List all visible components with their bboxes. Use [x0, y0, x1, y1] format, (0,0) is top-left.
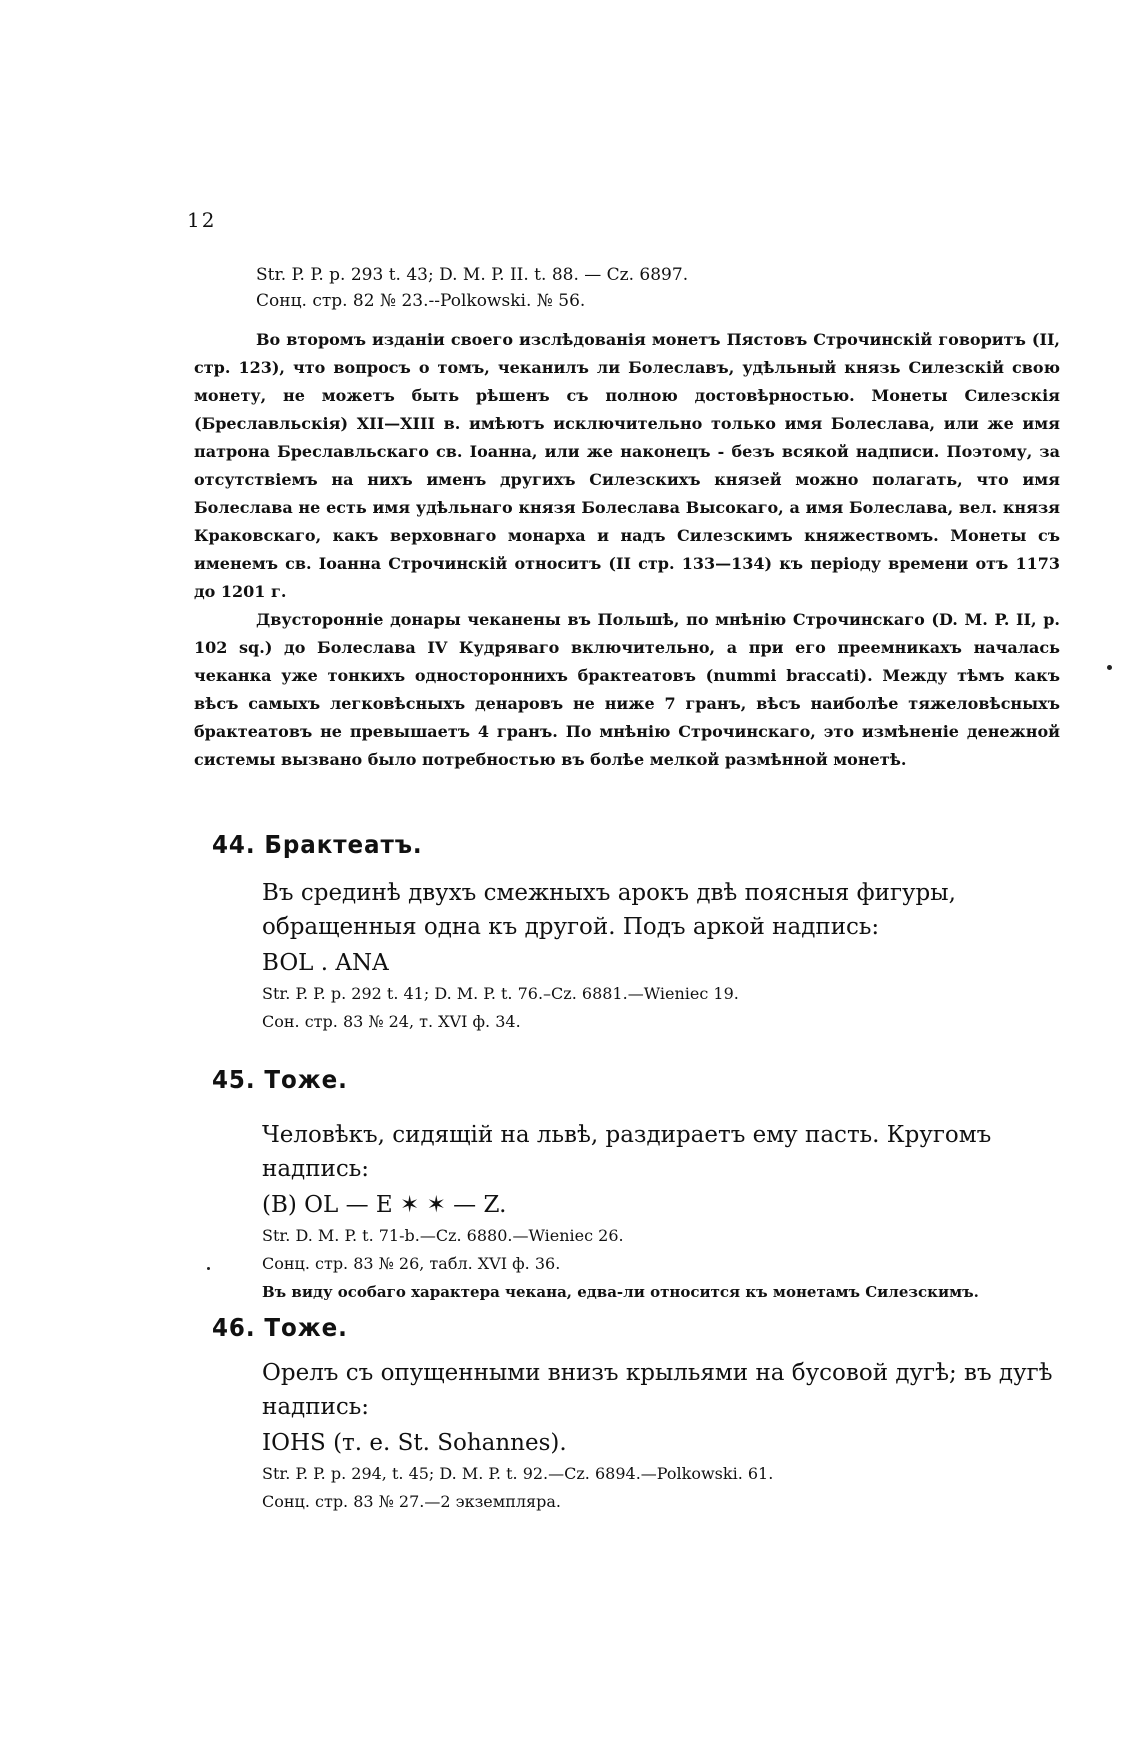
body-paragraph: Во второмъ изданіи своего изслѣдованія монетъ Пястовъ Строчинскій говоритъ (II, стр. 123), что вопросъ о томъ, чеканилъ ли Болеславъ, удѣльный князь Силезскій свою монету, не можетъ быть рѣшенъ съ полною достовѣрностью. Монеты Силезскія (Бреславльскія) XII—XIII в. имѣютъ исключительно только имя Болеслава, или же имя патрона Бреславльскаго св. Іоанна, или же наконецъ - безъ всякой надписи. Поэтому, за отсутствіемъ на нихъ именъ другихъ Силезскихъ князей можно полагать, что имя Болеслава не есть имя удѣльнаго князя Болеслава Высокаго, а имя Болеслава, вел. князя Краковскаго, какъ верховнаго монарха и надъ Силезскимъ княжествомъ. Монеты съ именемъ св. Іоанна Строчинскій относитъ (II стр. 133—134) къ періоду времени отъ 1173 до 1201 г. [194, 330, 1060, 601]
entry-reference: Сон. стр. 83 № 24, т. XVI ф. 34. [262, 1012, 521, 1031]
catalog-entry [262, 1118, 1072, 1306]
entry-description: Въ срединѣ двухъ смежныхъ арокъ двѣ поясныя фигуры, обращенныя одна къ другой. Подъ аркой надпись: [262, 880, 956, 940]
entry-reference: Сонц. стр. 83 № 27.—2 экземпляра. [262, 1492, 561, 1511]
page-number: 12 [187, 208, 217, 232]
entry-description: Орелъ съ опущенными внизъ крыльями на бусовой дугѣ; въ дугѣ надпись: [262, 1360, 1053, 1420]
entry-legend: BOL . ANA [262, 950, 389, 976]
entry-reference: Str. D. M. P. t. 71-b.—Cz. 6880.—Wieniec 26. [262, 1226, 624, 1245]
entry-legend: (B) OL — E ✶ ✶ — Z. [262, 1192, 507, 1218]
entry-reference: Сонц. стр. 83 № 26, табл. XVI ф. 36. [262, 1254, 561, 1273]
body-paragraph: Двусторонніе донары чеканены въ Польшѣ, по мнѣнію Строчинскаго (D. M. P. II, p. 102 sq.) до Болеслава IV Кудряваго включительно, а при его преемникахъ началась чеканка уже тонкихъ одностороннихъ брактеатовъ (nummi braccati). Между тѣмъ какъ вѣсъ самыхъ легковѣсныхъ денаровъ не ниже 7 гранъ, вѣсъ наиболѣе тяжеловѣсныхъ брактеатовъ не превышаетъ 4 гранъ. По мнѣнію Строчинскаго, это измѣненіе денежной системы вызвано было потребностью въ болѣе мелкой размѣнной монетѣ. [194, 610, 1060, 769]
reference-line: Сонц. стр. 82 № 23.--Polkowski. № 56. [256, 291, 586, 311]
entry-description: Человѣкъ, сидящій на львѣ, раздираетъ ему пасть. Кругомъ надпись: [262, 1122, 992, 1182]
intro-references [256, 262, 1056, 314]
catalog-entry [262, 876, 1072, 1036]
entry-note: Въ виду особаго характера чекана, едва-ли относится къ монетамъ Силезскимъ. [262, 1283, 979, 1301]
catalog-entry [262, 1356, 1072, 1516]
entry-reference: Str. P. P. p. 294, t. 45; D. M. P. t. 92.—Cz. 6894.—Polkowski. 61. [262, 1464, 774, 1483]
entry-heading: 44. Брактеатъ. [212, 830, 423, 859]
reference-line: Str. P. P. p. 293 t. 43; D. M. P. II. t. 88. — Cz. 6897. [256, 265, 689, 285]
entry-legend: IOHS (т. е. St. Sohannes). [262, 1430, 567, 1456]
entry-reference: Str. P. P. p. 292 t. 41; D. M. P. t. 76.–Cz. 6881.—Wieniec 19. [262, 984, 739, 1003]
print-speck [207, 1267, 210, 1270]
entry-heading: 46. Тоже. [212, 1313, 348, 1342]
print-speck [1107, 665, 1112, 670]
entry-heading: 45. Тоже. [212, 1065, 348, 1094]
